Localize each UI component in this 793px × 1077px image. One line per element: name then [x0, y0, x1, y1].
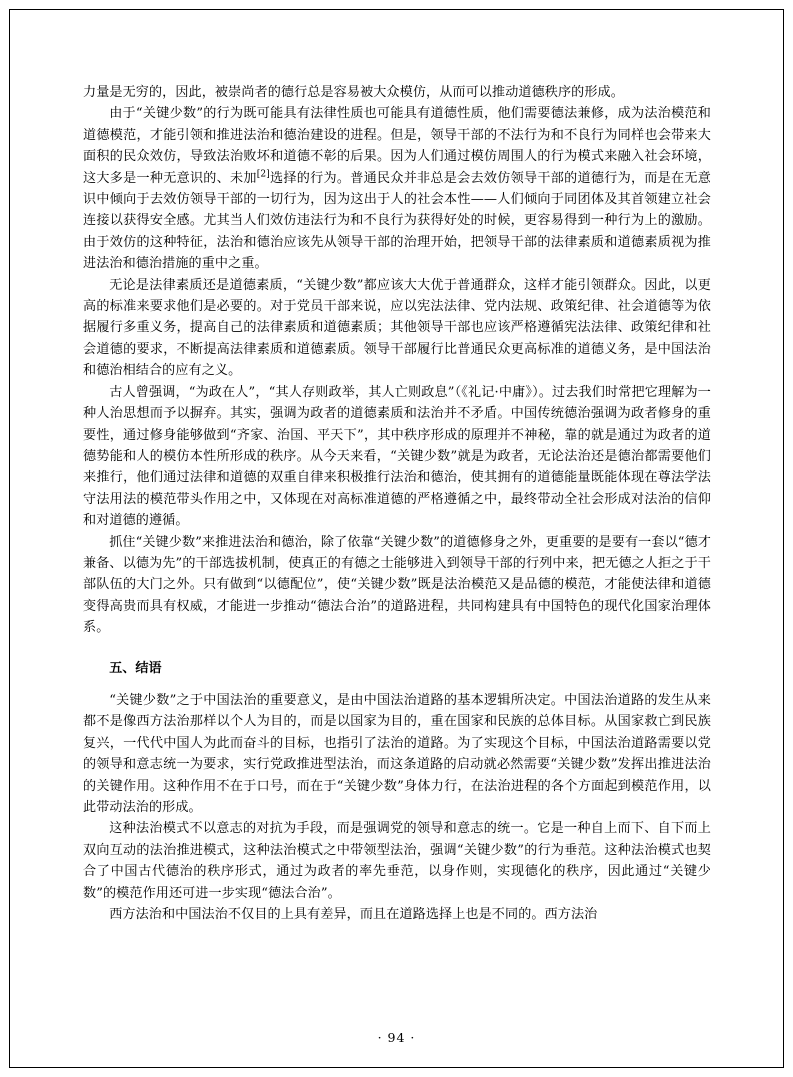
section-paragraph-1: “关键少数”之于中国法治的重要意义，是由中国法治道路的基本逻辑所决定。中国法治道路的发生从来都不是像西方法治那样以个人为目的，而是以国家为目的，重在国家和民族的总体目标。从国家救亡到民族复兴，一代代中国人为此而奋斗的目标，也指引了法治的道路。为了实现这个目标，中国法治道路需要以党的领导和意志统一为要求，实行党政推进型法治，而这条道路的启动就必然需要“关键少数”发挥出推进法治的关键作用。这种作用不在于口号，而在于“关键少数”身体力行，在法治进程的各个方面起到模范作用，以此带动法治的形成。: [83, 692, 711, 815]
paragraph-1: 力量是无穷的，因此，被崇尚者的德行总是容易被大众模仿，从而可以推动道德秩序的形成。: [83, 85, 624, 100]
paragraph-2: 由于“关键少数”的行为既可能具有法律性质也可能具有道德性质，他们需要德法兼修，成为法治模范和道德模范，才能引领和推进法治和德治建设的进程。但是，领导干部的不法行为和不良行为同样也会带来大面积的民众效仿，导致法治败坏和道德不彰的后果。因为人们通过模仿周围人的行为模式来融入社会环境，这大多是一种无意识的、未加[2]选择的行为。普通民众并非总是会去效仿领导干部的道德行为，而是在无意识中倾向于去效仿领导干部的一切行为，因为这出于人的社会本性——人们倾向于同团体及其首领建立社会连接以获得安全感。尤其当人们效仿违法行为和不良行为获得好处的时候，更容易得到一种行为上的激励。由于效仿的这种特征，法治和德治应该先从领导干部的治理开始，把领导干部的法律素质和道德素质视为推进法治和德治措施的重中之重。: [83, 106, 711, 272]
section-heading: 五、结语: [109, 660, 162, 676]
paragraph-5: 抓住“关键少数”来推进法治和德治，除了依靠“关键少数”的道德修身之外，更重要的是要有一套以“德才兼备、以德为先”的干部选拔机制，使真正的有德之士能够进入到领导干部的行列中来，把无德之人拒之于干部队伍的大门之外。只有做到“以德配位”，使“关键少数”既是法治模范又是品德的模范，才能使法律和道德变得高贵而具有权威，才能进一步推动“德法合治”的道路进程，共同构建具有中国特色的现代化国家治理体系。: [83, 534, 711, 636]
footnote-marker: [2]: [256, 169, 270, 180]
page-number: · 94 ·: [377, 1030, 416, 1045]
page-content: [83, 82, 711, 925]
section-paragraph-2: 这种法治模式不以意志的对抗为手段，而是强调党的领导和意志的统一。它是一种自上而下、自下而上双向互动的法治推进模式，这种法治模式之中带领型法治，强调“关键少数”的行为垂范。这种法治模式也契合了中国古代德治的秩序形式，通过为政者的率先垂范，以身作则，实现德化的秩序，因此通过“关键少数”的模范作用还可进一步实现“德法合治”。: [83, 821, 711, 901]
paragraph-4: 古人曾强调，“为政在人”，“其人存则政举，其人亡则政息”（《礼记·中庸》）。过去我们时常把它理解为一种人治思想而予以摒弃。其实，强调为政者的道德素质和法治并不矛盾。中国传统德治强调为政者修身的重要性，通过修身能够做到“齐家、治国、平天下”，其中秩序形成的原理并不神秘，靠的就是通过为政者的道德势能和人的模仿本性所形成的秩序。从今天来看，“关键少数”就是为政者，无论法治还是德治都需要他们来推行，他们通过法律和道德的双重自律来积极推行法治和德治，使其拥有的道德能量既能体现在尊法学法守法用法的模范带头作用之中，又体现在对高标准道德的严格遵循之中，最终带动全社会形成对法治的信仰和对道德的遵循。: [83, 384, 711, 529]
section-paragraph-3: 西方法治和中国法治不仅目的上具有差异，而且在道路选择上也是不同的。西方法治: [109, 907, 598, 923]
paragraph-3: 无论是法律素质还是道德素质，“关键少数”都应该大大优于普通群众，这样才能引领群众。因此，以更高的标准来要求他们是必要的。对于党员干部来说，应以宪法法律、党内法规、政策纪律、社会道德等为依据履行多重义务，提高自己的法律素质和道德素质；其他领导干部也应该严格遵循宪法法律、政策纪律和社会道德的要求，不断提高法律素质和道德素质。领导干部履行比普通民众更高标准的道德义务，是中国法治和德治相结合的应有之义。: [83, 277, 711, 379]
